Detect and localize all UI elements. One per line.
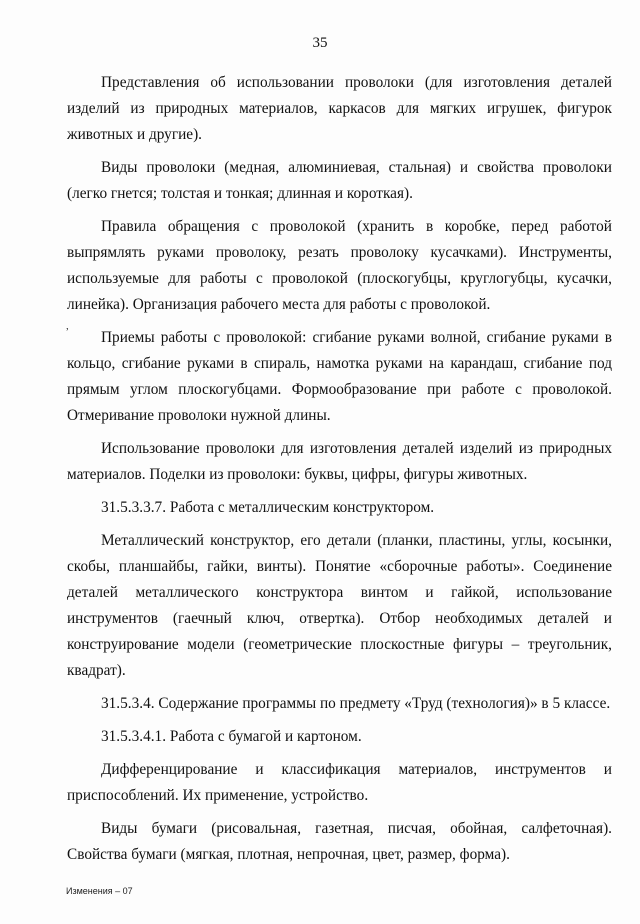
paragraph-metal-constructor: Металлический конструктор, его детали (планки, пластины, углы, косынки, скобы, планшайбы, гайки, винты). Понятие «сборочные работы». Соединение деталей металлического конструктора винтом и гайкой, использование инструментов (гаечный ключ, отвертка). Отбор необходимых деталей и конструирование модели (геометрические плоскостные фигуры – треугольник, квадрат). — [67, 532, 612, 679]
paragraph-wire-techniques: Приемы работы с проволокой: сгибание руками волной, сгибание руками в кольцо, сгибание руками в спираль, намотка руками на карандаш, сгибание под прямым углом плоскогубцами. Формообразование при работе с проволокой. Отмеривание проволоки нужной длины. — [67, 329, 612, 424]
paragraph-paper-types: Виды бумаги (рисовальная, газетная, писчая, обойная, салфеточная). Свойства бумаги (мягкая, плотная, непрочная, цвет, размер, форма). — [67, 820, 612, 863]
margin-mark: , — [66, 320, 69, 332]
page-number: 35 — [312, 35, 328, 51]
section-heading-metal-constructor: 31.5.3.3.7. Работа с металлическим конструктором. — [101, 499, 435, 516]
section-heading-paper-cardboard: 31.5.3.4.1. Работа с бумагой и картоном. — [101, 728, 362, 745]
paragraph-wire-crafts: Использование проволоки для изготовления деталей изделий из природных материалов. Поделки из проволоки: буквы, цифры, фигуры животных. — [67, 440, 612, 483]
body-text — [67, 70, 612, 868]
footer-revision-note: Изменения – 07 — [66, 886, 133, 896]
paragraph-wire-handling-rules: Правила обращения с проволокой (хранить в коробке, перед работой выпрямлять руками проволоку, резать проволоку кусачками). Инструменты, используемые для работы с проволокой (плоскогубцы, круглогубцы, кусачки, линейка). Организация рабочего места для работы с проволокой. — [67, 218, 612, 313]
paragraph-wire-types: Виды проволоки (медная, алюминиевая, стальная) и свойства проволоки (легко гнется; толстая и тонкая; длинная и короткая). — [67, 159, 612, 202]
paragraph-materials-classification: Дифференцирование и классификация материалов, инструментов и приспособлений. Их применение, устройство. — [67, 761, 612, 804]
paragraph-wire-uses: Представления об использовании проволоки (для изготовления деталей изделий из природных материалов, каркасов для мягких игрушек, фигурок животных и другие). — [67, 74, 612, 143]
section-heading-grade-5-program: 31.5.3.4. Содержание программы по предмету «Труд (технология)» в 5 классе. — [101, 695, 611, 712]
